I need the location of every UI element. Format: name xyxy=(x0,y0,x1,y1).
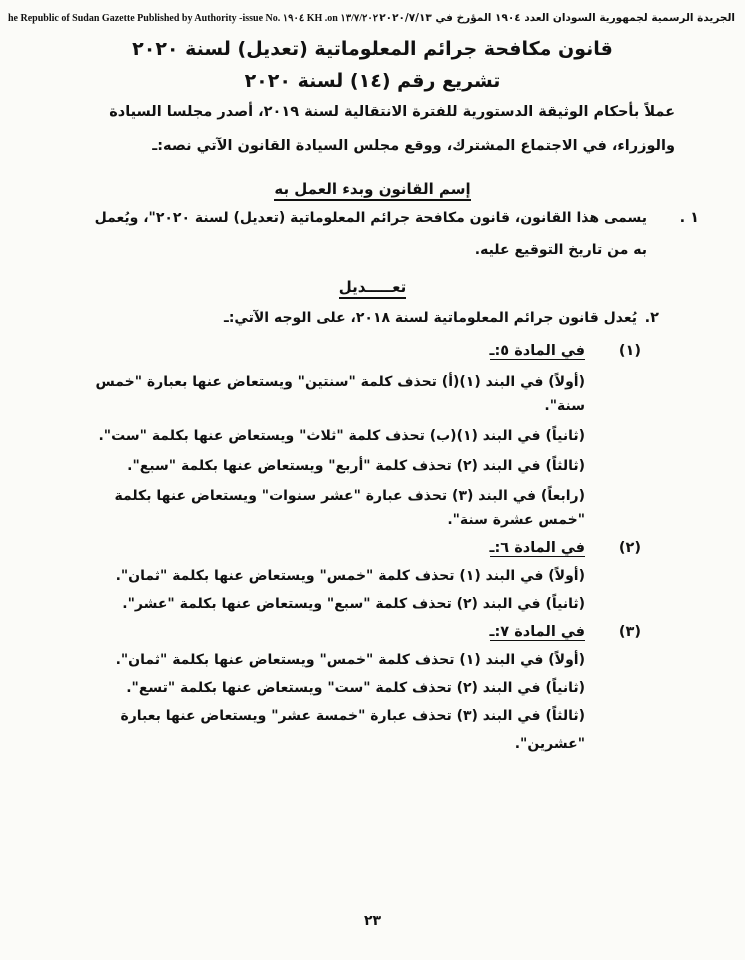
preamble-line-2: والوزراء، في الاجتماع المشترك، ووقع مجلس السيادة القانون الآتي نصه:ـ xyxy=(152,138,675,154)
item-1-line: (أولاً) في البند (١)(أ) تحذف كلمة "سنتين" ويستعاض عنها بعبارة "خمس xyxy=(95,374,585,390)
section-2-number: ٢. xyxy=(644,310,659,326)
item-2-number: (٢) xyxy=(618,540,641,556)
item-2-line: (ثانياً) في البند (٢) تحذف كلمة "سبع" ويستعاض عنها بكلمة "عشر". xyxy=(122,596,585,612)
section-1-line-2: به من تاريخ التوقيع عليه. xyxy=(474,242,647,258)
law-title: قانون مكافحة جرائم المعلوماتية (تعديل) لسنة ٢٠٢٠ xyxy=(132,38,613,60)
legislation-number: تشريع رقم (١٤) لسنة ٢٠٢٠ xyxy=(244,70,501,92)
item-1-heading: في المادة ٥:ـ xyxy=(489,343,585,359)
section-1-line-1: يسمى هذا القانون، قانون مكافحة جرائم المعلوماتية (تعديل) لسنة ٢٠٢٠"، ويُعمل xyxy=(94,210,647,226)
item-3-number: (٣) xyxy=(618,624,641,640)
page-number: ٢٣ xyxy=(363,913,382,929)
item-1-line: (رابعاً) في البند (٣) تحذف عبارة "عشر سنوات" ويستعاض عنها بكلمة xyxy=(114,488,585,504)
item-3-line: (ثانياً) في البند (٢) تحذف كلمة "ست" ويستعاض عنها بكلمة "تسع". xyxy=(126,680,585,696)
section-1-number: ١ . xyxy=(679,210,699,226)
item-2-heading: في المادة ٦:ـ xyxy=(489,540,585,556)
item-1-line: "خمس عشرة سنة". xyxy=(447,512,585,528)
item-1-number: (١) xyxy=(618,343,641,359)
section-heading-amendment: تعـــــديل xyxy=(0,278,745,296)
item-2-line: (أولاً) في البند (١) تحذف كلمة "خمس" ويستعاض عنها بكلمة "ثمان". xyxy=(115,568,585,584)
item-1-line: (ثالثاً) في البند (٢) تحذف كلمة "أربع" ويستعاض عنها بكلمة "سبع". xyxy=(127,458,585,474)
section-heading-name: إسم القانون وبدء العمل به xyxy=(0,180,745,198)
preamble-line-1: عملاً بأحكام الوثيقة الدستورية للفترة الانتقالية لسنة ٢٠١٩، أصدر مجلسا السيادة xyxy=(109,104,675,120)
item-1-line: (ثانياً) في البند (١)(ب) تحذف كلمة "ثلاث" ويستعاض عنها بكلمة "ست". xyxy=(98,428,585,444)
item-3-line: "عشرين". xyxy=(514,736,585,752)
item-3-line: (أولاً) في البند (١) تحذف كلمة "خمس" ويستعاض عنها بكلمة "ثمان". xyxy=(115,652,585,668)
item-1-line: سنة". xyxy=(544,398,585,414)
gazette-header-arabic: الجريدة الرسمية لجمهورية السودان العدد ١٩٠٤ المؤرخ في ٢٠٢٠/٧/١٣ xyxy=(379,12,735,24)
item-3-heading: في المادة ٧:ـ xyxy=(489,624,585,640)
gazette-header-english: he Republic of Sudan Gazette Published by Authority -issue No. ١٩٠٤ KH .on ١٣/٧/٢٠٢٠ xyxy=(8,13,384,24)
section-2-intro: يُعدل قانون جرائم المعلوماتية لسنة ٢٠١٨، على الوجه الآتي:ـ xyxy=(224,310,637,326)
item-3-line: (ثالثاً) في البند (٣) تحذف عبارة "خمسة عشر" ويستعاض عنها بعبارة xyxy=(120,708,585,724)
